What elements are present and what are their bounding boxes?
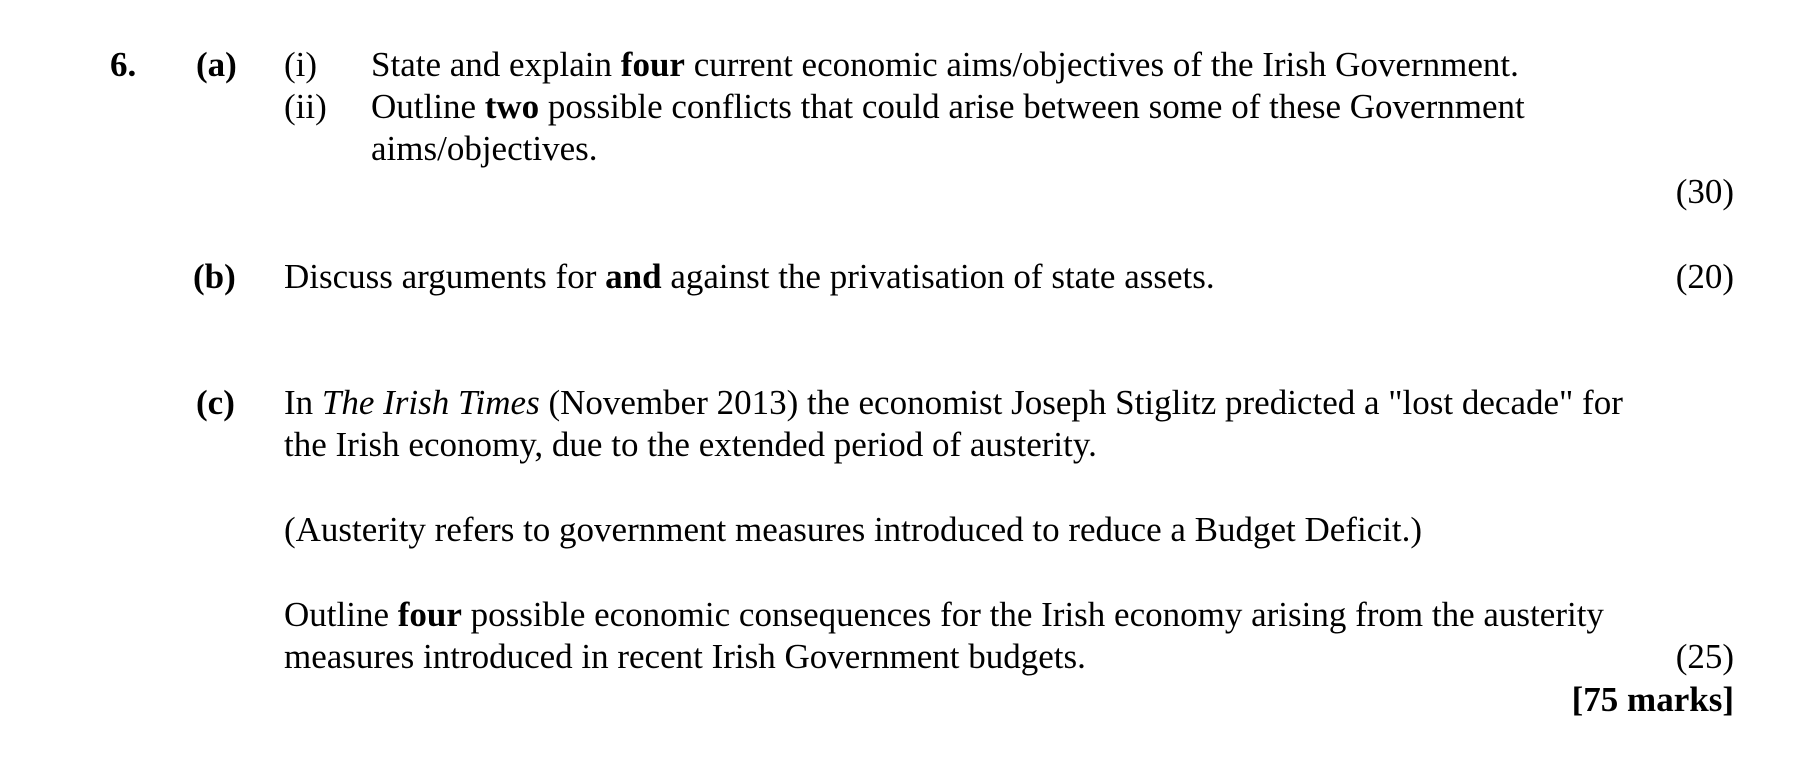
- total-marks: [75 marks]: [1571, 680, 1734, 719]
- subpart-i-label: (i): [284, 45, 318, 84]
- part-c-paragraph-3-line2: measures introduced in recent Irish Government budgets.: [284, 637, 1086, 676]
- part-c-paragraph-1-line2: the Irish economy, due to the extended period of austerity.: [284, 425, 1097, 464]
- subpart-ii-text-line2: aims/objectives.: [371, 129, 598, 168]
- question-number: 6.: [110, 45, 137, 84]
- part-a-label: (a): [196, 45, 237, 84]
- part-b-label: (b): [193, 257, 236, 296]
- subpart-i-text: State and explain four current economic aims/objectives of the Irish Government.: [371, 45, 1519, 84]
- part-b-text: Discuss arguments for and against the privatisation of state assets.: [284, 257, 1215, 296]
- part-b-marks: (20): [1675, 257, 1734, 296]
- part-c-marks: (25): [1675, 637, 1734, 676]
- part-c-label: (c): [196, 383, 235, 422]
- part-c-paragraph-2: (Austerity refers to government measures introduced to reduce a Budget Deficit.): [284, 510, 1423, 549]
- subpart-ii-label: (ii): [284, 87, 327, 126]
- subpart-ii-text: Outline two possible conflicts that could arise between some of these Government: [371, 87, 1525, 126]
- part-c-paragraph-1: In The Irish Times (November 2013) the economist Joseph Stiglitz predicted a "lost decade" for: [284, 383, 1623, 422]
- part-c-paragraph-3: Outline four possible economic consequences for the Irish economy arising from the austerity: [284, 595, 1604, 634]
- part-a-marks: (30): [1675, 172, 1734, 211]
